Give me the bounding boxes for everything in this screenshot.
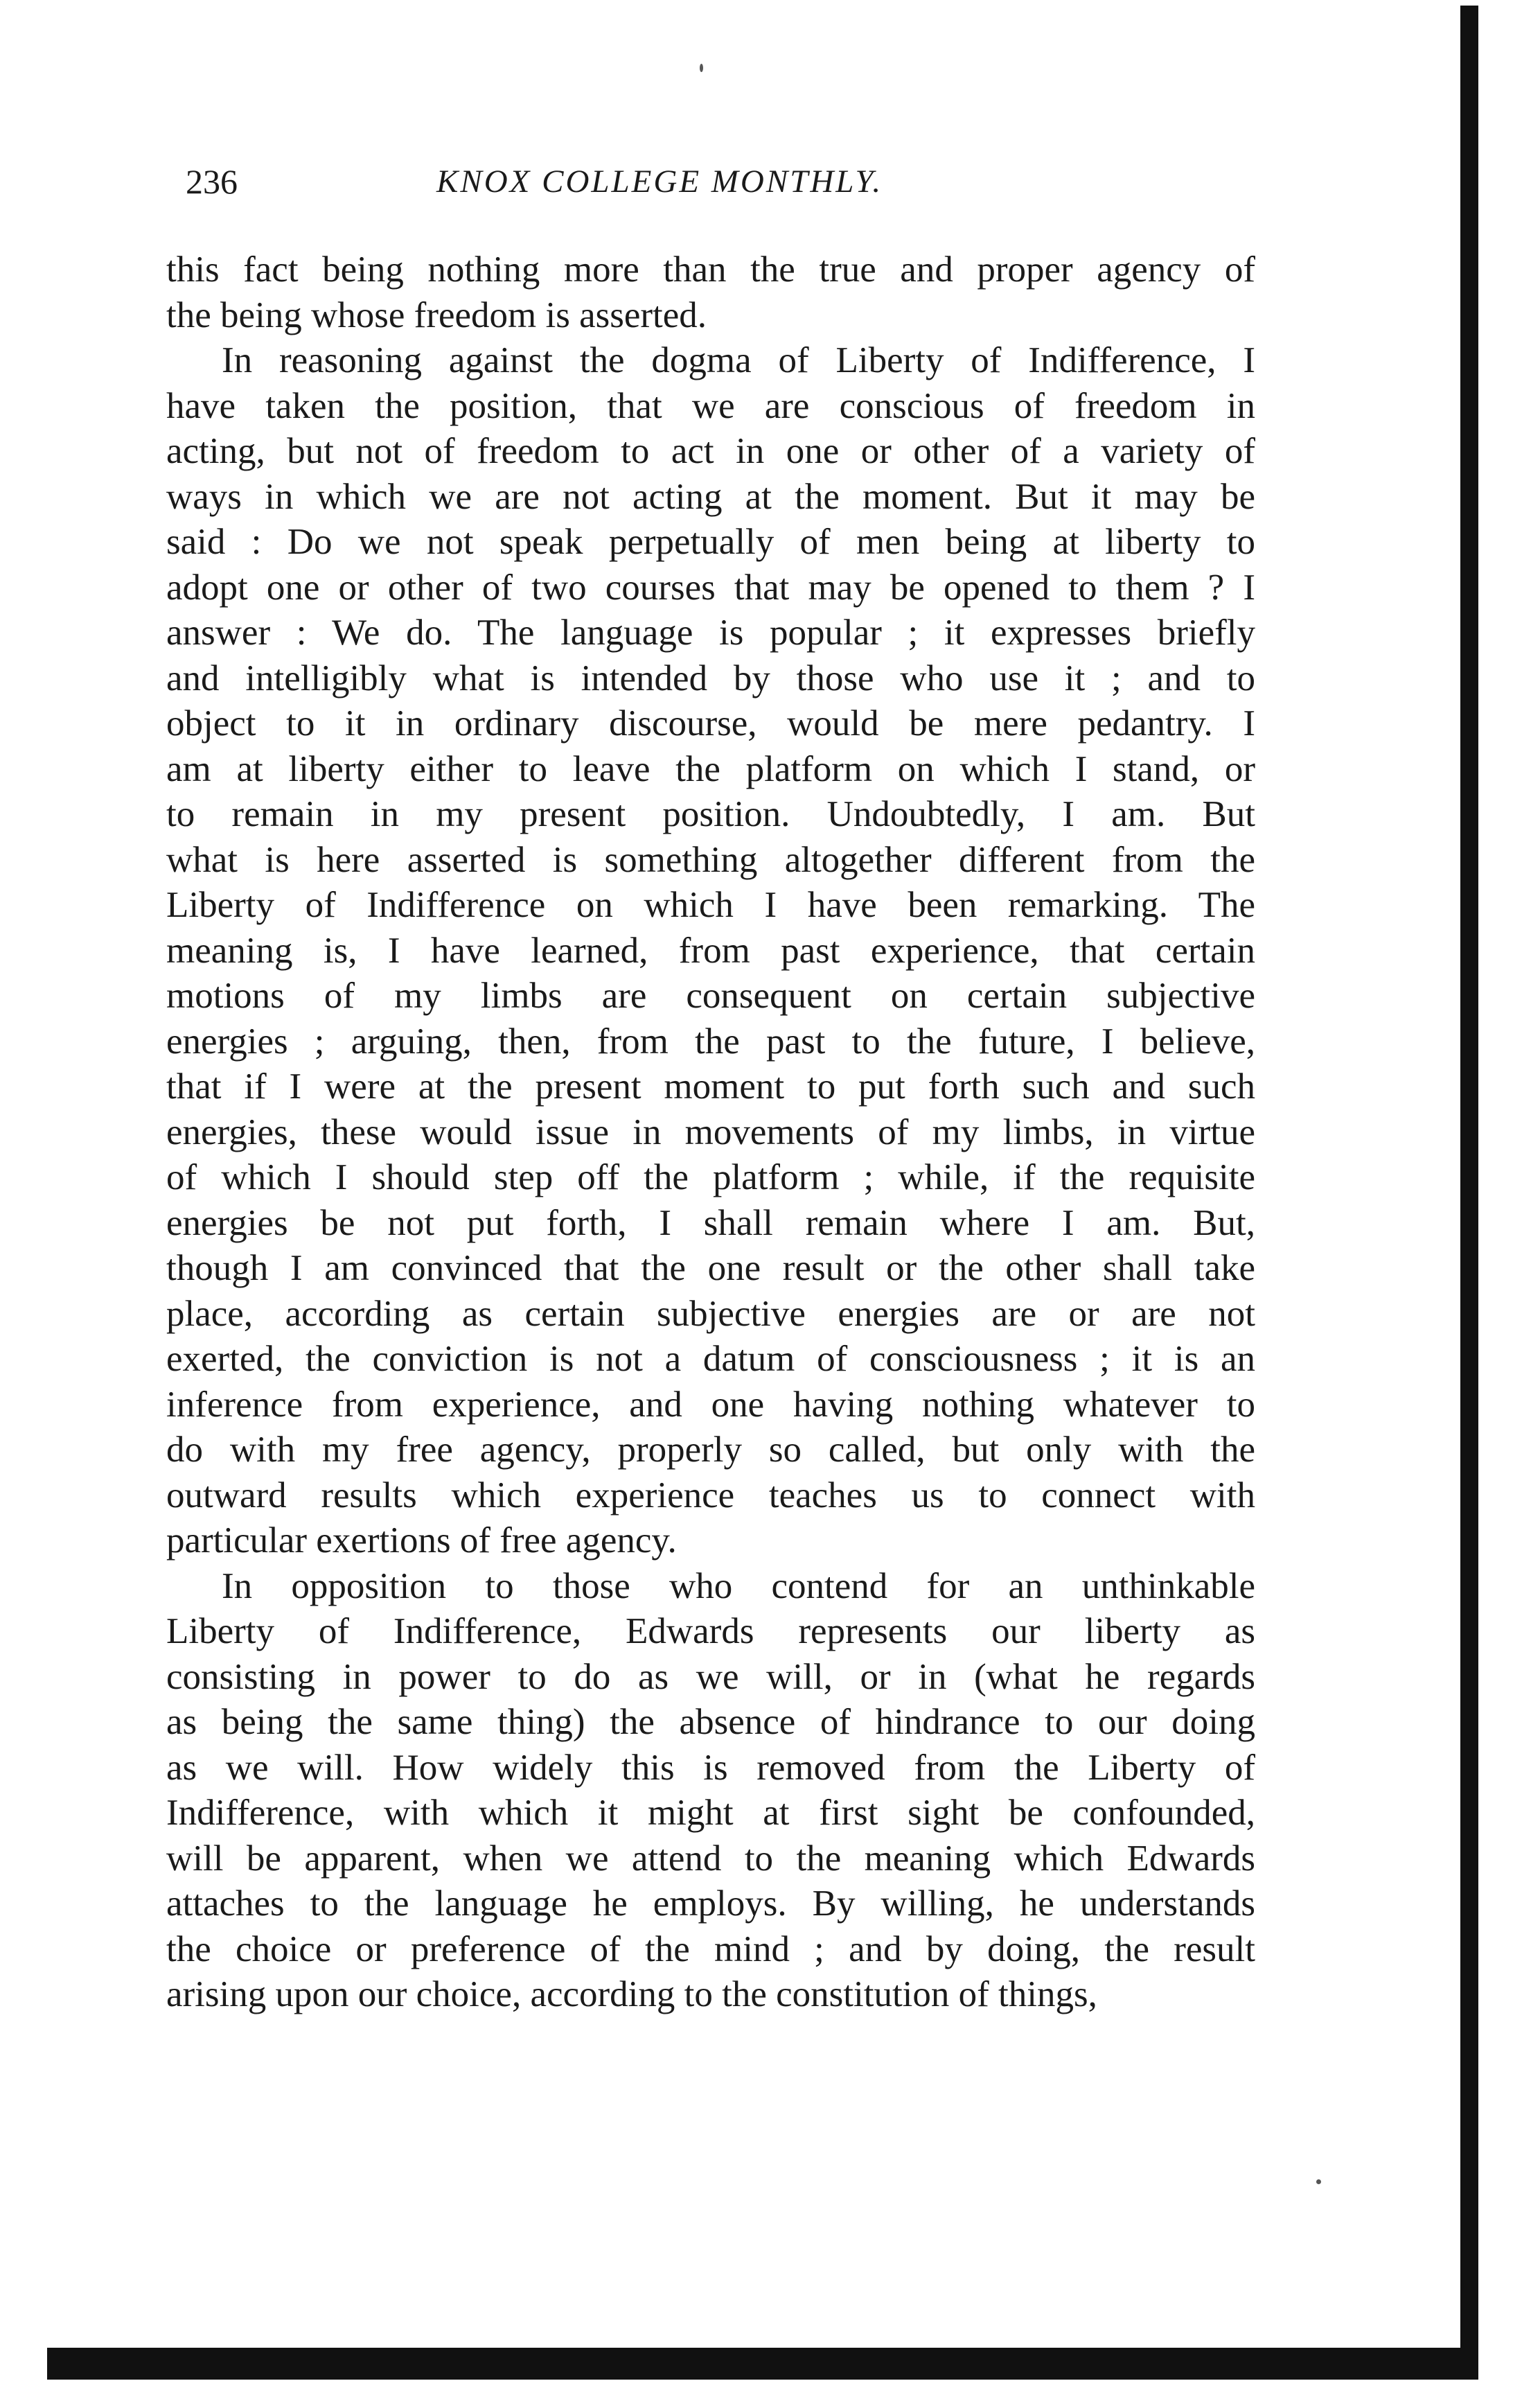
- text-line: of which I should step off the platform ; while, if the requisite: [166, 1157, 1255, 1197]
- scan-speck: [700, 64, 703, 72]
- text-line: the being whose freedom is asserted.: [166, 295, 707, 335]
- running-title: KNOX COLLEGE MONTHLY.: [436, 164, 883, 200]
- text-line: adopt one or other of two courses that may be opened to them ? I: [166, 567, 1255, 608]
- text-line: as we will. How widely this is removed from the Liberty of: [166, 1747, 1255, 1788]
- page-number: 236: [186, 162, 238, 201]
- text-line: arising upon our choice, according to the constitution of things,: [166, 1974, 1097, 2014]
- text-line: have taken the position, that we are conscious of freedom in: [166, 385, 1255, 426]
- text-line: this fact being nothing more than the true and proper agency of: [166, 249, 1255, 290]
- text-line: answer : We do. The language is popular ; it expresses briefly: [166, 613, 1255, 653]
- text-line: will be apparent, when we attend to the meaning which Edwards: [166, 1838, 1255, 1879]
- text-line: Liberty of Indifference, Edwards represents our liberty as: [166, 1611, 1255, 1651]
- text-line: though I am convinced that the one result or the other shall take: [166, 1248, 1255, 1288]
- text-line: energies, these would issue in movements of my limbs, in virtue: [166, 1111, 1255, 1152]
- body-text: [166, 247, 1255, 2018]
- scan-speck: [1316, 2179, 1321, 2184]
- text-line: place, according as certain subjective energies are or are not: [166, 1293, 1255, 1334]
- text-line: the choice or preference of the mind ; and by doing, the result: [166, 1928, 1255, 1969]
- scan-border-right: [1460, 6, 1478, 2355]
- text-line: motions of my limbs are consequent on certain subjective: [166, 976, 1255, 1016]
- text-line: meaning is, I have learned, from past experience, that certain: [166, 930, 1255, 971]
- text-line: inference from experience, and one having nothing whatever to: [166, 1384, 1255, 1425]
- text-line: that if I were at the present moment to put forth such and such: [166, 1066, 1255, 1107]
- text-line: energies be not put forth, I shall remain where I am. But,: [166, 1202, 1255, 1243]
- paragraph: [166, 338, 1255, 1564]
- text-line: ways in which we are not acting at the moment. But it may be: [166, 476, 1255, 517]
- text-line: what is here asserted is something altogether different from the: [166, 839, 1255, 880]
- text-line: In opposition to those who contend for an unthinkable: [222, 1565, 1255, 1606]
- paragraph: [166, 1564, 1255, 2018]
- text-line: and intelligibly what is intended by those who use it ; and to: [166, 658, 1255, 698]
- text-line: consisting in power to do as we will, or in (what he regards: [166, 1656, 1255, 1697]
- text-line: Liberty of Indifference on which I have been remarking. The: [166, 885, 1255, 925]
- text-line: outward results which experience teaches us to connect with: [166, 1475, 1255, 1515]
- text-line: do with my free agency, properly so called, but only with the: [166, 1430, 1255, 1470]
- page-header: [186, 154, 1266, 209]
- text-line: acting, but not of freedom to act in one or other of a variety of: [166, 431, 1255, 471]
- text-line: object to it in ordinary discourse, would be mere pedantry. I: [166, 703, 1255, 744]
- text-line: particular exertions of free agency.: [166, 1520, 677, 1561]
- text-line: energies ; arguing, then, from the past to the future, I believe,: [166, 1021, 1255, 1062]
- paragraph: [166, 247, 1255, 338]
- text-line: In reasoning against the dogma of Liberty of Indifference, I: [222, 340, 1255, 380]
- text-line: to remain in my present position. Undoubtedly, I am. But: [166, 794, 1255, 834]
- text-line: attaches to the language he employs. By willing, he understands: [166, 1883, 1255, 1924]
- scan-border-bottom: [47, 2348, 1478, 2380]
- text-line: exerted, the conviction is not a datum of consciousness ; it is an: [166, 1339, 1255, 1379]
- text-line: Indifference, with which it might at first sight be confounded,: [166, 1793, 1255, 1833]
- text-line: said : Do we not speak perpetually of men being at liberty to: [166, 522, 1255, 562]
- text-line: as being the same thing) the absence of hindrance to our doing: [166, 1702, 1255, 1742]
- text-line: am at liberty either to leave the platform on which I stand, or: [166, 748, 1255, 789]
